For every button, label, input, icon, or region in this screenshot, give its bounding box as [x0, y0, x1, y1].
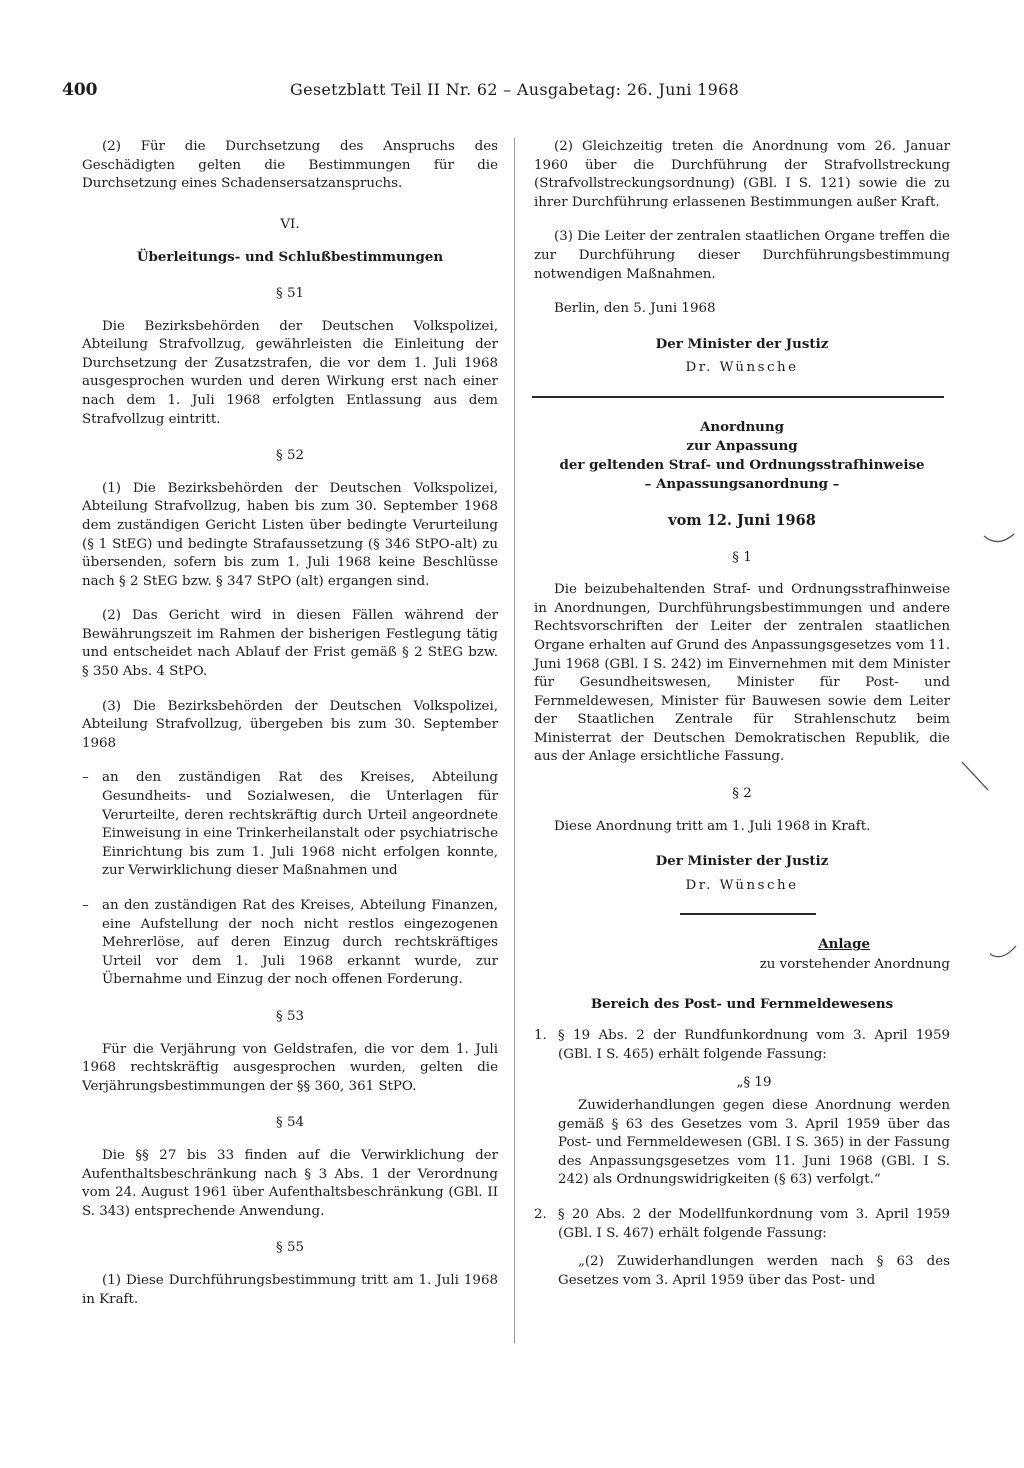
paragraph-number-51: § 51: [276, 285, 304, 301]
paragraph-measures: (3) Die Leiter der zentralen staatlichen Organe treffen die zur Durchführung dieser Durchführungsbestimmung notwendigen Maßnahmen.: [534, 229, 950, 282]
order-paragraph-2-text: Diese Anordnung tritt am 1. Juli 1968 in Kraft.: [554, 818, 871, 834]
signature-title: Der Minister der Justiz: [655, 335, 829, 352]
short-rule: [680, 913, 816, 915]
paragraph-53-text: Für die Verjährung von Geldstrafen, die vor dem 1. Juli 1968 rechtskräftig ausgesprochen wurden, gelten die Verjährungsbestimmungen der §§ 360, 361 StPO.: [82, 1041, 498, 1094]
signature-name: Dr. Wünsche: [685, 360, 799, 376]
order-title: [534, 418, 950, 494]
item-text: § 20 Abs. 2 der Modellfunkordnung vom 3. April 1959 (GBl. I S. 467) erhält folgende Fassung:: [558, 1206, 950, 1241]
dash-list-item-text: an den zuständigen Rat des Kreises, Abteilung Finanzen, eine Aufstellung der noch nicht restlos eingezogenen Mehrerlöse, auf deren Einzug durch rechtskräftiges Urteil vor dem 1. Juli 1968 erkannt wurde, zur Übernahme und Einzug der noch offenen Forderung.: [102, 898, 498, 988]
dash-list-item-text: an den zuständigen Rat des Kreises, Abteilung Gesundheits- und Sozialwesen, die Unterlagen für Verurteilte, deren rechtskräftig durch Urteil angeordnete Einweisung in eine Trinkerheilanstalt oder psychiatrische Einrichtung bis zum 1. Juli 1968 nicht erfolgen konnte, zur Verwirklichung dieser Maßnahmen und: [102, 770, 498, 879]
signature-title: Der Minister der Justiz: [655, 853, 829, 870]
paragraph-number-55: § 55: [276, 1240, 304, 1256]
order-date: vom 12. Juni 1968: [668, 511, 816, 529]
item-number: 2.: [534, 1206, 547, 1222]
paragraph-number-54: § 54: [276, 1115, 304, 1131]
paragraph-number-53: § 53: [276, 1008, 304, 1024]
margin-pencil-mark: [986, 938, 1020, 968]
appendix-label: Anlage: [818, 936, 870, 953]
page-header: [62, 80, 942, 110]
paragraph-schadensersatz: (2) Für die Durchsetzung des Anspruchs des Geschädigten gelten die Bestimmungen für die Durchsetzung eines Schadensersatzanspruchs.: [82, 139, 498, 192]
order-title-line: Anordnung: [699, 418, 785, 435]
order-title-line: – Anpassungsanordnung –: [644, 475, 840, 492]
numbered-item: [534, 1206, 950, 1243]
dash-list-item: [82, 897, 498, 990]
area-heading: Bereich des Post- und Fernmeldewesens: [590, 995, 894, 1012]
paragraph-number-52: § 52: [276, 448, 304, 464]
dash-bullet: –: [82, 898, 89, 913]
paragraph-51-text: Die Bezirksbehörden der Deutschen Volkspolizei, Abteilung Strafvollzug, gewährleisten die Einleitung der Durchsetzung der Zusatzstrafen, die vor dem 1. Juli 1968 ausgesprochen wurden und deren Wirkung erst nach einer nach dem 1. Juli 1968 erfolgten Entlassung aus dem Strafvollzug eintritt.: [82, 318, 498, 427]
order-title-line: zur Anpassung: [686, 437, 798, 454]
header-title: Gesetzblatt Teil II Nr. 62 – Ausgabetag: 26. Juni 1968: [290, 80, 740, 99]
right-column: [534, 138, 950, 1290]
paragraph-52-subsection-1: (1) Die Bezirksbehörden der Deutschen Volkspolizei, Abteilung Strafvollzug, haben bis zum 30. September 1968 dem zuständigen Gericht Listen über bedingte Verurteilung (§ 1 StEG) und bedingte Strafaussetzung (§ 346 StPO-alt) zu übersenden, sofern bis zum 1. Juli 1968 keine Beschlüsse nach § 2 StEG bzw. § 347 StPO (alt) ergangen sind.: [82, 480, 498, 589]
order-paragraph-1-text: Die beizubehaltenden Straf- und Ordnungsstrafhinweise in Anordnungen, Durchführungsbestimmungen und andere Rechtsvorschriften der Leiter der zentralen staatlichen Organe erhalten auf Grund des Anpassungsgesetzes vom 11. Juni 1968 (GBl. I S. 242) im Einvernehmen mit dem Minister für Gesundheitswesen, Minister für Post- und Fernmeldewesen, Minister für Bauwesen sowie dem Leiter der Staatlichen Zentrale für Strahlenschutz beim Ministerrat der Deutschen Demokratischen Republik, die aus der Anlage ersichtliche Fassung.: [534, 582, 950, 765]
item-text: § 19 Abs. 2 der Rundfunkordnung vom 3. April 1959 (GBl. I S. 465) erhält folgende Fassung:: [558, 1028, 950, 1062]
page-number: 400: [62, 80, 98, 100]
signature-name: Dr. Wünsche: [685, 877, 799, 893]
paragraph-repeal: (2) Gleichzeitig treten die Anordnung vom 26. Januar 1960 über die Durchführung der Strafvollstreckung (Strafvollstreckungsordnung) (GBl. I S. 121) sowie die zu ihrer Durchführung erlassenen Bestimmungen außer Kraft.: [534, 139, 950, 210]
order-paragraph-number-2: § 2: [732, 786, 752, 802]
numbered-item: [534, 1027, 950, 1064]
dash-bullet: –: [82, 770, 89, 786]
paragraph-52-subsection-2: (2) Das Gericht wird in diesen Fällen während der Bewährungszeit im Rahmen der bisherigen Festlegung tätig und entscheidet nach Ablauf der Frist gemäß § 2 StEG bzw. § 350 Abs. 4 StPO.: [82, 608, 498, 680]
item-number: 1.: [534, 1028, 547, 1044]
appendix-subtitle: zu vorstehender Anordnung: [759, 957, 950, 973]
paragraph-52-subsection-3: (3) Die Bezirksbehörden der Deutschen Volkspolizei, Abteilung Strafvollzug, übergeben bis zum 30. September 1968: [82, 698, 498, 751]
place-date: Berlin, den 5. Juni 1968: [554, 301, 716, 317]
paragraph-54-text: Die §§ 27 bis 33 finden auf die Verwirklichung der Aufenthaltsbeschränkung nach § 3 Abs. 1 der Verordnung vom 24. August 1961 über Aufenthaltsbeschränkung (GBl. II S. 343) entsprechende Anwendung.: [82, 1147, 498, 1219]
section-rule: [532, 396, 944, 398]
dash-list-item: [82, 769, 498, 881]
margin-pencil-mark: [956, 756, 996, 796]
left-column: [82, 138, 498, 1325]
order-paragraph-number-1: § 1: [732, 549, 752, 565]
column-divider: [514, 138, 515, 1343]
section-number: VI.: [280, 216, 300, 232]
margin-pencil-mark: [980, 520, 1020, 550]
section-heading: Überleitungs- und Schlußbestimmungen: [136, 249, 444, 266]
quoted-provision: [534, 1074, 950, 1190]
order-title-line: der geltenden Straf- und Ordnungsstrafhinweise: [559, 456, 925, 473]
quoted-paragraph-text: „(2) Zuwiderhandlungen werden nach § 63 des Gesetzes vom 3. April 1959 über das Post- und: [558, 1254, 950, 1288]
quoted-provision: [534, 1253, 950, 1290]
quoted-paragraph-text: Zuwiderhandlungen gegen diese Anordnung werden gemäß § 63 des Gesetzes vom 3. April 1959 über das Post- und Fernmeldewesen (GBl. I S. 365) in der Fassung des Anpassungsgesetzes vom 11. Juni 1968 (GBl. I S. 242) als Ordnungswidrigkeiten (§ 63) verfolgt.“: [558, 1098, 950, 1188]
quoted-paragraph-number: „§ 19: [736, 1075, 772, 1091]
paragraph-55-text: (1) Diese Durchführungsbestimmung tritt am 1. Juli 1968 in Kraft.: [82, 1272, 498, 1307]
